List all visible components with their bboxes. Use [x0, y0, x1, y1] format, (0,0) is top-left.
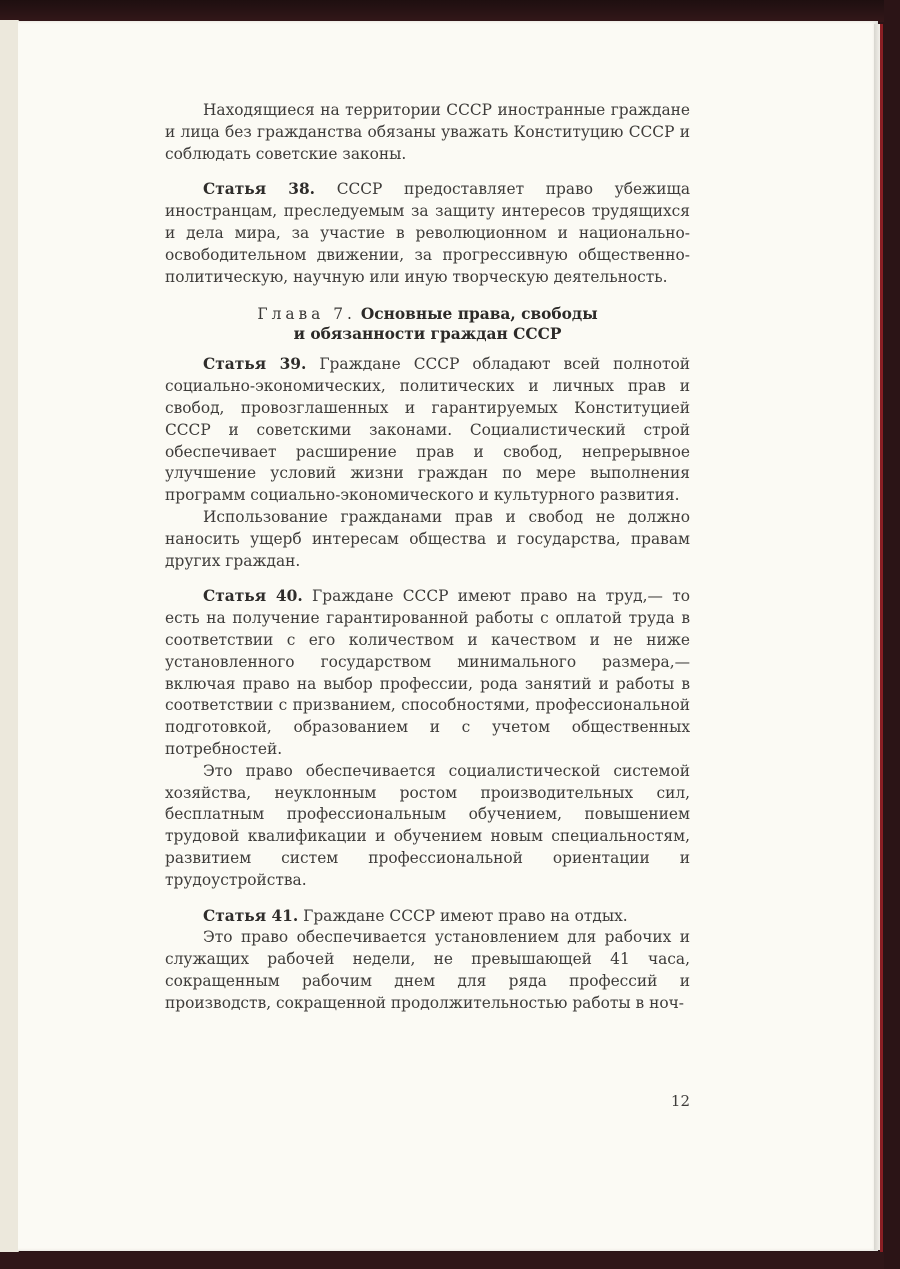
article-text: Граждане СССР имеют право на труд,— то есть на получение гарантированной работы с оплатой труда в соответствии с его количеством и качеством и не ниже установленного государством минимального размера,— включая право на выбор профессии, рода занятий и работы в соответствии с призванием, способностями, профессиональной подготовкой, образованием и с учетом общественных потребностей. — [165, 587, 691, 758]
article-39-paragraph-2 — [165, 507, 690, 572]
article-41-paragraph-2 — [165, 927, 690, 1014]
left-page-sliver — [0, 20, 19, 1252]
paragraph-foreigners — [165, 100, 690, 165]
article-40 — [165, 586, 690, 760]
chapter-title-line-1: Основные права, свободы — [360, 305, 598, 324]
article-text: СССР предоставляет право убежища иностранцам, преследуемым за защиту интересов трудящихся и дела мира, за участие в революционном и национально-освободительном движении, за прогрессивную общественно-политическую, научную или иную творческую деятельность. — [165, 180, 690, 286]
book-cover-top — [0, 0, 900, 22]
chapter-heading — [165, 304, 690, 344]
page-content — [165, 100, 690, 1014]
chapter-title-line-2: и обязанности граждан СССР — [293, 325, 562, 344]
article-number: Статья 38. — [203, 180, 316, 199]
page-red-edge — [880, 24, 883, 1252]
paragraph-text: Это право обеспечивается установлением для рабочих и служащих рабочей недели, не превышающей 41 часа, сокращенным рабочим днем для ряда профессий и производств, сокращенной продолжительностью работы в ноч- — [165, 928, 690, 1012]
page-number: 12 — [670, 1092, 690, 1110]
article-41 — [165, 906, 690, 928]
article-38 — [165, 179, 690, 288]
paragraph-text: Использование гражданами прав и свобод не должно наносить ущерб интересам общества и государства, правам других граждан. — [165, 507, 690, 570]
article-number: Статья 39. — [203, 355, 307, 374]
article-39 — [165, 354, 690, 507]
article-number: Статья 41. — [203, 906, 299, 925]
paragraph-text: Это право обеспечивается социалистической системой хозяйства, неуклонным ростом производительных сил, бесплатным профессиональным обучением, повышением трудовой квалификации и обучением новым специальностям, развитием систем профессиональной ориентации и трудоустройства. — [165, 761, 690, 889]
chapter-label: Глава 7. — [257, 305, 356, 324]
article-number: Статья 40. — [203, 587, 303, 606]
paragraph-text: Находящиеся на территории СССР иностранные граждане и лица без гражданства обязаны уважать Конституцию СССР и соблюдать советские законы. — [165, 101, 690, 163]
page-stack-edge — [874, 24, 880, 1250]
book-cover-bottom — [0, 1252, 900, 1269]
book-cover-right — [884, 0, 900, 1269]
article-text: Граждане СССР обладают всей полнотой социально-экономических, политических и личных прав и свобод, провозглашенных и гарантируемых Конституцией СССР и советскими законами. Социалистический строй обеспечивает расширение прав и свобод, непрерывное улучшение условий жизни граждан по мере выполнения программ социально-экономического и культурного развития. — [165, 355, 690, 505]
article-40-paragraph-2 — [165, 761, 690, 892]
article-text: Граждане СССР имеют право на отдых. — [298, 906, 628, 925]
